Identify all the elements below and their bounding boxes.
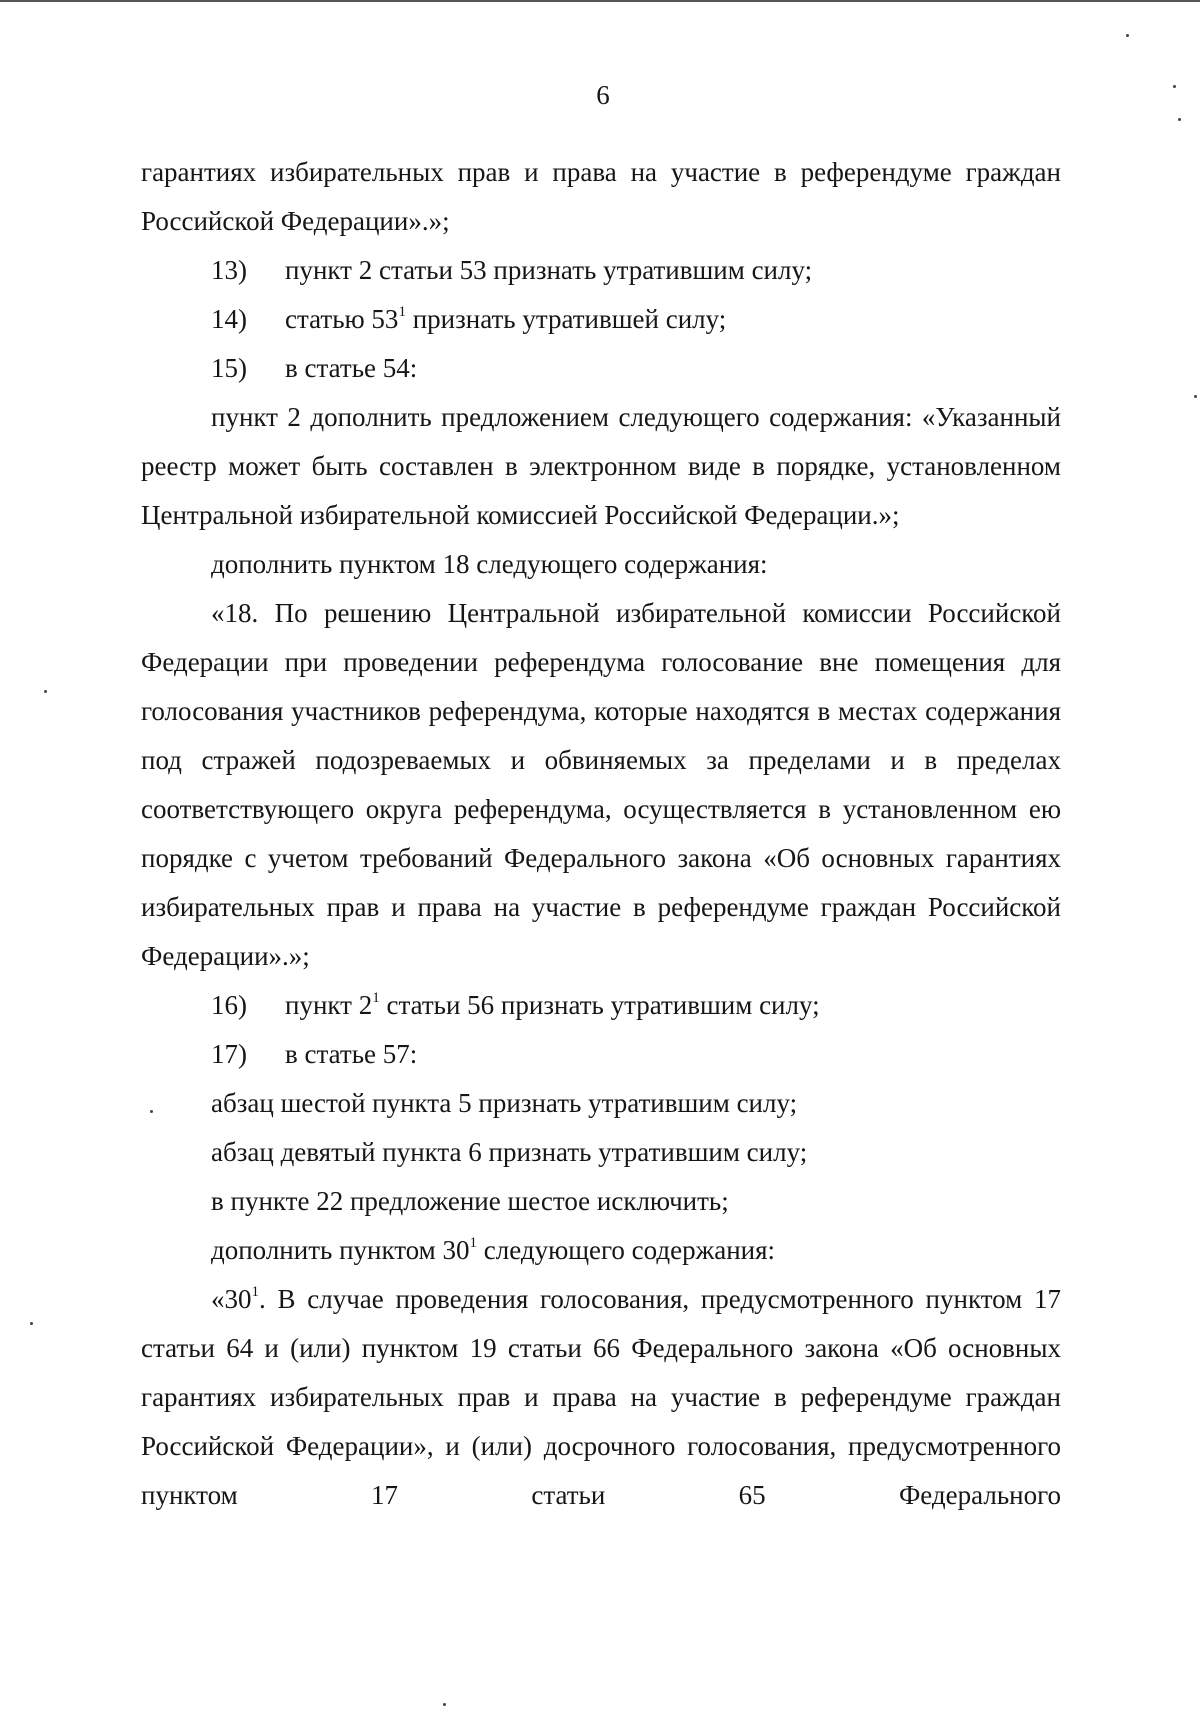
paragraph-text: дополнить пунктом 18 следующего содержания: [211, 549, 768, 579]
list-item [141, 246, 1061, 295]
text-before-superscript: «30 [211, 1284, 252, 1314]
scan-speck [1178, 118, 1181, 121]
paragraph [141, 1275, 1061, 1520]
scan-speck [1194, 395, 1197, 398]
paragraph-text: в статье 54: [285, 353, 418, 383]
paragraph-text: абзац шестой пункта 5 признать утратившим силу; [211, 1088, 798, 1118]
paragraph-text: в пункте 22 предложение шестое исключить; [211, 1186, 729, 1216]
scan-speck [30, 1322, 33, 1325]
paragraph [141, 1079, 1061, 1128]
paragraph-text: гарантиях избирательных прав и права на участие в референдуме граждан Российской Федерации».»; [141, 157, 1061, 236]
paragraph-text: в статье 57: [285, 1039, 418, 1069]
paragraph [141, 1226, 1061, 1275]
scan-speck [1173, 85, 1176, 88]
list-item [141, 344, 1061, 393]
list-item [141, 295, 1061, 344]
list-item-number: 13) [211, 255, 247, 285]
paragraph-text: пункт 2 статьи 53 признать утратившим силу; [285, 255, 813, 285]
list-item-number: 16) [211, 990, 247, 1020]
superscript: 1 [398, 304, 406, 320]
paragraph-text: «18. По решению Центральной избирательной комиссии Российской Федерации при проведении референдума голосование вне помещения для голосования участников референдума, которые находятся в местах содержания под стражей подозреваемых и обвиняемых за пределами и в пределах соответствующего округа референдума, осуществляется в установленном ею порядке с учетом требований Федерального закона «Об основных гарантиях избирательных прав и права на участие в референдуме граждан Российской Федерации».»; [141, 598, 1061, 971]
scan-speck [1126, 34, 1129, 37]
paragraph-text: абзац девятый пункта 6 признать утратившим силу; [211, 1137, 808, 1167]
superscript: 1 [251, 1284, 259, 1300]
list-item-number: 15) [211, 353, 247, 383]
list-item-number: 14) [211, 304, 247, 334]
text-after-superscript: статьи 56 признать утратившим силу; [379, 990, 820, 1020]
text-after-superscript: признать утратившей силу; [405, 304, 727, 334]
text-before-superscript: пункт 2 [285, 990, 373, 1020]
page-number: 6 [596, 80, 610, 110]
superscript: 1 [469, 1235, 477, 1251]
scan-speck [443, 1703, 446, 1706]
text-before-superscript: статью 53 [285, 304, 399, 334]
text-before-superscript: дополнить пунктом 30 [211, 1235, 470, 1265]
paragraph [141, 393, 1061, 540]
scan-top-edge [0, 0, 1200, 2]
paragraph [141, 540, 1061, 589]
superscript: 1 [372, 990, 380, 1006]
text-after-superscript: следующего содержания: [477, 1235, 776, 1265]
scan-speck [150, 1110, 153, 1113]
scan-speck [44, 690, 47, 693]
list-item-number: 17) [211, 1039, 247, 1069]
paragraph [141, 589, 1061, 981]
paragraph [141, 148, 1061, 246]
text-after-superscript: . В случае проведения голосования, предусмотренного пунктом 17 статьи 64 и (или) пунктом 19 статьи 66 Федерального закона «Об основных гарантиях избирательных прав и права на участие в референдуме граждан Российской Федерации», и (или) досрочного голосования, предусмотренного пунктом 17 статьи 65 Федерального [141, 1284, 1061, 1510]
paragraph-text: пункт 2 дополнить предложением следующего содержания: «Указанный реестр может быть составлен в электронном виде в порядке, установленном Центральной избирательной комиссией Российской Федерации.»; [141, 402, 1061, 530]
paragraph [141, 1177, 1061, 1226]
paragraph [141, 1128, 1061, 1177]
document-body [141, 148, 1061, 1520]
list-item [141, 981, 1061, 1030]
list-item [141, 1030, 1061, 1079]
